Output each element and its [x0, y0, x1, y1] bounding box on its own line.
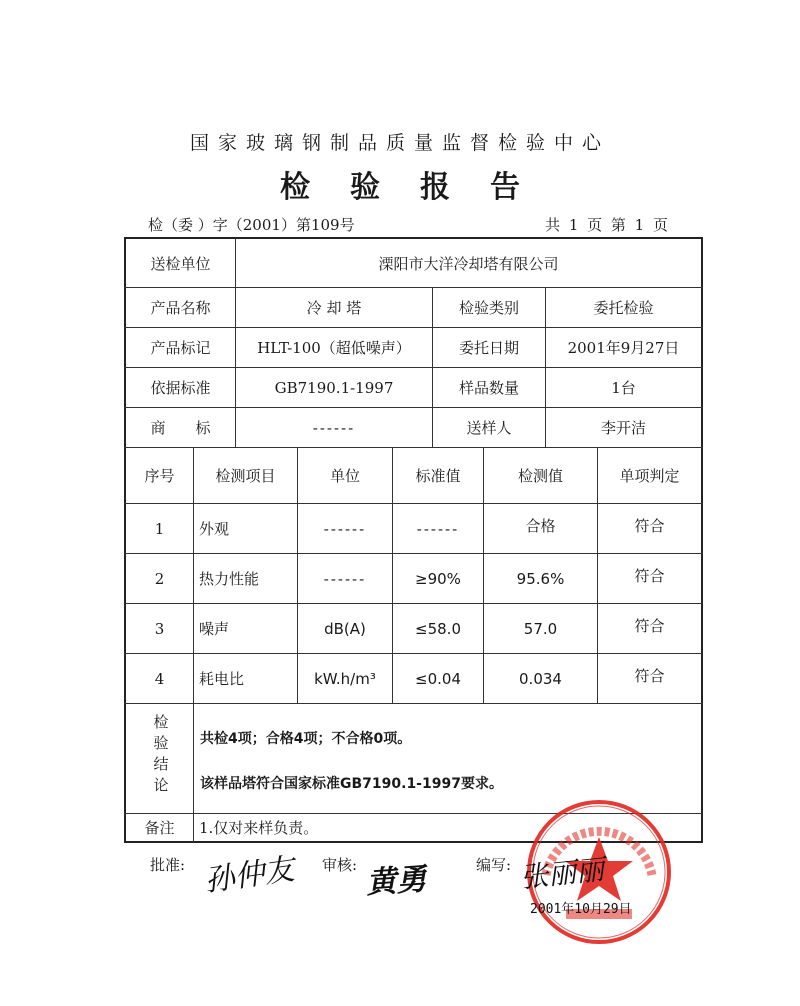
commission-date-value: 2001年9月27日: [567, 339, 680, 357]
page-info: 共 1 页 第 1 页: [545, 216, 668, 234]
test-item: 耗电比: [199, 670, 245, 688]
unit-value: ------: [323, 519, 367, 538]
column-header: 序号: [144, 467, 175, 485]
review-label: 审核:: [322, 856, 358, 874]
measured-value: 95.6%: [516, 569, 565, 588]
measured-value: 57.0: [523, 619, 558, 638]
standard-value-cell: ≤0.04: [415, 669, 461, 688]
inspection-type-label: 检验类别: [458, 299, 519, 317]
row-number: 4: [154, 669, 165, 688]
column-header: 单位: [329, 467, 360, 485]
sender-label: 送样人: [466, 419, 512, 437]
table-divider: [193, 447, 194, 843]
standard-value-cell: ≥90%: [415, 569, 461, 588]
measured-value: 合格: [525, 517, 556, 535]
standard-value-cell: ≤58.0: [415, 619, 461, 638]
table-divider: [124, 703, 703, 704]
unit-value: kW.h/m³: [314, 669, 376, 688]
judgment-value: 符合: [634, 517, 665, 535]
product-name-label: 产品名称: [150, 299, 211, 317]
unit-value: dB(A): [324, 619, 366, 638]
judgment-value: 符合: [634, 667, 665, 685]
product-mark-label: 产品标记: [150, 339, 211, 357]
measured-value: 0.034: [519, 669, 562, 688]
column-header: 单项判定: [619, 467, 680, 485]
report-reference-number: 检（委 ）字（2001）第109号: [148, 216, 355, 234]
product-mark-value: HLT-100（超低噪声）: [257, 339, 411, 357]
conclusion-label-char: 论: [153, 776, 169, 794]
inspection-type-value: 委托检验: [593, 299, 654, 317]
client-label: 送检单位: [150, 254, 211, 273]
test-item: 外观: [199, 520, 230, 538]
prepare-label: 编写:: [476, 856, 512, 874]
trademark-value: ------: [312, 418, 356, 437]
remarks-label: 备注: [144, 819, 175, 837]
conclusion-label-char: 结: [153, 755, 169, 773]
standard-value-cell: ------: [416, 519, 460, 538]
commission-date-label: 委托日期: [458, 339, 519, 357]
review-signature: 黄勇: [365, 861, 428, 902]
row-number: 2: [154, 569, 165, 588]
row-number: 1: [154, 519, 165, 538]
remarks-text: 1.仅对来样负责。: [199, 819, 319, 837]
conclusion-label-char: 验: [153, 734, 169, 752]
trademark-label: 商 标: [150, 419, 211, 437]
column-header: 标准值: [415, 467, 461, 485]
test-item: 热力性能: [199, 570, 260, 588]
organization-name: 国家玻璃钢制品质量监督检验中心: [189, 132, 610, 154]
unit-value: ------: [323, 569, 367, 588]
sender-value: 李开洁: [600, 419, 646, 437]
column-header: 检测值: [517, 467, 563, 485]
standard-value: GB7190.1-1997: [274, 378, 394, 397]
approve-signature: 孙仲友: [202, 851, 297, 900]
judgment-value: 符合: [634, 567, 665, 585]
conclusion-summary: 共检4项；合格4项；不合格0项。: [200, 731, 412, 747]
sample-quantity-label: 样品数量: [458, 379, 519, 397]
conclusion-label: [144, 712, 178, 796]
judgment-value: 符合: [634, 617, 665, 635]
report-title: 检验报告: [280, 170, 560, 205]
client-value: 溧阳市大洋冷却塔有限公司: [378, 254, 559, 273]
test-item: 噪声: [199, 620, 230, 638]
prepare-signature: 张丽丽: [518, 852, 606, 895]
product-name-value: 冷 却 塔: [306, 299, 362, 317]
approve-label: 批准:: [150, 856, 186, 874]
column-header: 检测项目: [215, 467, 276, 485]
row-number: 3: [154, 619, 165, 638]
conclusion-label-char: 检: [153, 713, 169, 731]
conclusion-statement: 该样品塔符合国家标准GB7190.1-1997要求。: [200, 776, 503, 792]
standard-label: 依据标准: [150, 379, 211, 397]
stamp-date: 2001年10月29日: [530, 902, 632, 917]
sample-quantity-value: 1台: [611, 379, 636, 397]
